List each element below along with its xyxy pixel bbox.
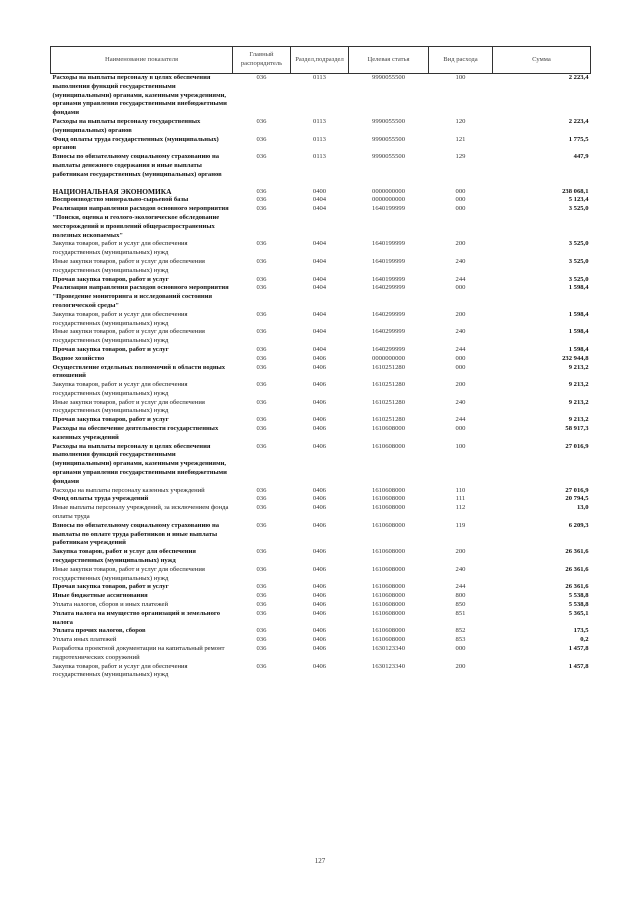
row-main-manager: 036 [256, 565, 267, 573]
row-target-item: 1610608000 [372, 486, 405, 494]
row-section: 0400 [312, 187, 327, 195]
budget-table [50, 46, 591, 680]
table-row [51, 610, 591, 628]
row-section: 0404 [312, 310, 327, 318]
header-name: Наименование показателя [51, 47, 233, 74]
table-row [51, 443, 591, 487]
header-sum: Сумма [493, 47, 591, 74]
row-name: Иные бюджетные ассигнования [52, 592, 148, 600]
row-name: Фонд оплаты труда учреждений [52, 495, 149, 503]
row-section: 0406 [312, 486, 327, 494]
table-row [51, 205, 591, 240]
table-row [51, 311, 591, 329]
row-target-item: 9990055500 [372, 117, 405, 125]
row-name: Расходы на выплаты персоналу казенных учреждений [52, 486, 205, 494]
row-section: 0406 [312, 601, 327, 609]
row-section: 0406 [312, 565, 327, 573]
table-row [51, 381, 591, 399]
row-name: Закупка товаров, работ и услуг для обеспечения государственных (муниципальных) нужд [52, 548, 196, 565]
table-row [51, 118, 591, 136]
row-main-manager: 036 [256, 257, 267, 265]
row-target-item: 1610608000 [372, 495, 405, 503]
table-row [51, 399, 591, 417]
row-name: Уплата налога на имущество организаций и земельного налога [52, 609, 221, 626]
row-section: 0406 [312, 583, 327, 591]
row-name: Уплата иных платежей [52, 636, 117, 644]
row-name: НАЦИОНАЛЬНАЯ ЭКОНОМИКА [52, 186, 172, 196]
row-main-manager: 036 [256, 363, 267, 371]
row-name: Воспроизводство минерально-сырьевой базы [52, 196, 189, 204]
row-name: Иные закупки товаров, работ и услуг для обеспечения государственных (муниципальных) нужд [52, 565, 205, 582]
row-target-item: 0000000000 [372, 196, 405, 204]
table-row [51, 601, 591, 610]
row-sum: 1 598,4 [568, 284, 589, 292]
header-section: Раздел,подраздел [291, 47, 349, 74]
row-sum: 2 223,4 [568, 117, 589, 125]
row-expense-type: 119 [455, 521, 466, 529]
row-expense-type: 240 [455, 257, 466, 265]
row-target-item: 1640299999 [372, 345, 405, 353]
table-row [51, 583, 591, 592]
row-main-manager: 036 [256, 345, 267, 353]
row-name: Реализация направления расходов основного мероприятия "Поиски, оценка и геолого-экологическое обследование месторождений и проявлений общераспространенных полезных ископаемых" [52, 205, 229, 239]
row-main-manager: 036 [256, 275, 267, 283]
row-main-manager: 036 [256, 486, 267, 494]
row-section: 0404 [312, 328, 327, 336]
row-section: 0406 [312, 363, 327, 371]
row-main-manager: 036 [256, 583, 267, 591]
row-sum: 5 538,8 [568, 592, 589, 600]
row-section: 0113 [313, 153, 326, 161]
table-row [51, 592, 591, 601]
table-row [51, 636, 591, 645]
row-section: 0406 [312, 416, 327, 424]
table-body [51, 74, 591, 681]
row-sum: 0,2 [580, 636, 589, 644]
row-sum: 1 598,4 [568, 345, 589, 353]
table-row [51, 240, 591, 258]
row-main-manager: 036 [256, 205, 267, 213]
row-target-item: 1630123340 [372, 662, 405, 670]
row-target-item: 1640199999 [372, 205, 405, 213]
row-section: 0406 [312, 381, 327, 389]
table-row [51, 196, 591, 205]
row-sum: 9 213,2 [568, 363, 589, 371]
row-name: Прочая закупка товаров, работ и услуг [52, 583, 169, 591]
row-target-item: 1610608000 [372, 627, 405, 635]
row-target-item: 1640299999 [372, 310, 405, 318]
row-main-manager: 036 [256, 187, 267, 195]
row-target-item: 1610608000 [372, 442, 405, 450]
row-main-manager: 036 [256, 521, 267, 529]
row-sum: 5 365,1 [568, 609, 589, 617]
row-sum: 3 525,0 [568, 240, 589, 248]
table-header [51, 47, 591, 74]
table-row [51, 180, 591, 197]
row-name: Уплата прочих налогов, сборов [52, 627, 146, 635]
row-section: 0404 [312, 196, 327, 204]
row-target-item: 0000000000 [372, 354, 405, 362]
row-sum: 58 917,3 [565, 425, 589, 433]
row-name: Расходы на выплаты персоналу в целях обеспечения выполнения функций государственными (муниципальными) органами, казенными учреждениями, органами управления государственными внебюджетными фондами [52, 442, 227, 485]
row-section: 0404 [312, 240, 327, 248]
row-main-manager: 036 [256, 240, 267, 248]
header-expense-type: Вид расхода [429, 47, 493, 74]
row-name: Закупка товаров, работ и услуг для обеспечения государственных (муниципальных) нужд [52, 310, 188, 327]
row-expense-type: 110 [455, 486, 466, 494]
row-expense-type: 100 [455, 74, 466, 81]
row-target-item: 1640199999 [372, 240, 405, 248]
row-name: Иные закупки товаров, работ и услуг для обеспечения государственных (муниципальных) нужд [52, 398, 205, 415]
row-sum: 3 525,0 [568, 275, 589, 283]
row-main-manager: 036 [256, 592, 267, 600]
table-row [51, 548, 591, 566]
row-expense-type: 111 [455, 495, 466, 503]
row-expense-type: 000 [455, 354, 466, 362]
row-expense-type: 100 [455, 442, 466, 450]
row-expense-type: 853 [455, 636, 466, 644]
row-name: Иные закупки товаров, работ и услуг для обеспечения государственных (муниципальных) нужд [52, 257, 205, 274]
row-name: Иные закупки товаров, работ и услуг для обеспечения государственных (муниципальных) нужд [52, 328, 205, 345]
row-target-item: 1610608000 [372, 583, 405, 591]
row-expense-type: 000 [455, 284, 466, 292]
row-section: 0406 [312, 645, 327, 652]
row-name: Водное хозяйство [52, 354, 105, 362]
row-section: 0404 [312, 257, 327, 265]
row-section: 0113 [313, 135, 326, 143]
row-sum: 3 525,0 [568, 205, 589, 213]
row-section: 0406 [312, 609, 327, 617]
row-expense-type: 850 [455, 601, 466, 609]
row-name: Уплата налогов, сборов и иных платежей [52, 601, 168, 609]
row-expense-type: 000 [455, 187, 466, 195]
row-expense-type: 244 [455, 275, 466, 283]
row-section: 0406 [312, 627, 327, 635]
row-name: Взносы по обязательному социальному страхованию на выплаты по оплате труда работников и иные выплаты работникам учреждений [52, 521, 220, 547]
row-sum: 1 775,5 [568, 135, 589, 143]
row-expense-type: 800 [455, 592, 466, 600]
table-row [51, 355, 591, 364]
row-expense-type: 244 [455, 583, 466, 591]
row-target-item: 1610251280 [372, 416, 405, 424]
row-name: Разработка проектной документации на капитальный ремонт гидротехнических сооружений [52, 645, 225, 661]
row-sum: 2 223,4 [568, 74, 589, 81]
row-sum: 238 068,1 [562, 187, 589, 195]
row-expense-type: 240 [455, 565, 466, 573]
row-expense-type: 852 [455, 627, 466, 635]
page-number: 127 [314, 857, 326, 865]
row-main-manager: 036 [256, 328, 267, 336]
row-main-manager: 036 [256, 135, 267, 143]
row-sum: 5 538,8 [568, 601, 589, 609]
header-target-item: Целевая статья [349, 47, 429, 74]
row-name: Прочая закупка товаров, работ и услуг [52, 345, 169, 353]
row-sum: 6 209,3 [568, 521, 589, 529]
row-main-manager: 036 [256, 153, 267, 161]
table-row [51, 346, 591, 355]
row-target-item: 1610608000 [372, 636, 405, 644]
row-name: Закупка товаров, работ и услуг для обеспечения государственных (муниципальных) нужд [52, 381, 188, 397]
table-row [51, 495, 591, 504]
row-name: Иные выплаты персоналу учреждений, за исключением фонда оплаты труда [52, 504, 229, 521]
row-name: Расходы на выплаты персоналу в целях обеспечения выполнения функций государственными (муниципальными) органами, казенными учреждениями, органами управления государственными внебюджетными фондами [52, 74, 227, 117]
row-main-manager: 036 [256, 196, 267, 204]
row-section: 0406 [312, 354, 327, 362]
row-target-item: 9990055500 [372, 153, 405, 161]
table-row [51, 487, 591, 496]
row-main-manager: 036 [256, 354, 267, 362]
row-section: 0406 [312, 425, 327, 433]
row-section: 0406 [312, 548, 327, 556]
row-name: Фонд оплаты труда государственных (муниципальных) органов [52, 135, 219, 152]
row-name: Взносы по обязательному социальному страхованию на выплаты денежного содержания и иные выплаты работникам государственных (муниципальных) органов [52, 153, 222, 178]
row-name: Расходы на обеспечение деятельности государственных казенных учреждений [52, 425, 219, 441]
row-section: 0406 [312, 398, 327, 406]
row-sum: 20 794,5 [565, 495, 589, 503]
table-row [51, 522, 591, 548]
row-sum: 26 361,6 [565, 548, 589, 556]
row-main-manager: 036 [256, 609, 267, 617]
row-expense-type: 000 [455, 363, 466, 371]
row-expense-type: 000 [455, 425, 466, 433]
table-row [51, 258, 591, 276]
row-expense-type: 200 [455, 381, 466, 389]
table-row [51, 328, 591, 346]
table-row [51, 136, 591, 154]
row-main-manager: 036 [256, 442, 267, 450]
row-main-manager: 036 [256, 495, 267, 503]
row-sum: 5 123,4 [568, 196, 589, 204]
row-sum: 13,0 [576, 504, 589, 512]
row-main-manager: 036 [256, 425, 267, 433]
table-row [51, 645, 591, 663]
row-expense-type: 000 [455, 205, 466, 213]
row-sum: 173,5 [573, 627, 589, 635]
row-name: Осуществление отдельных полномочий в области водных отношений [52, 363, 226, 380]
row-main-manager: 036 [256, 504, 267, 512]
row-main-manager: 036 [256, 117, 267, 125]
row-target-item: 1610608000 [372, 592, 405, 600]
row-target-item: 1610251280 [372, 381, 405, 389]
row-section: 0113 [313, 117, 326, 125]
row-main-manager: 036 [256, 645, 267, 652]
row-target-item: 9990055500 [372, 74, 405, 81]
row-main-manager: 036 [256, 601, 267, 609]
row-target-item: 1610608000 [372, 565, 405, 573]
row-main-manager: 036 [256, 662, 267, 670]
row-expense-type: 240 [455, 398, 466, 406]
row-expense-type: 000 [455, 196, 466, 204]
row-expense-type: 121 [455, 135, 466, 143]
row-section: 0404 [312, 345, 327, 353]
budget-page [50, 46, 590, 680]
row-main-manager: 036 [256, 284, 267, 292]
row-expense-type: 200 [455, 662, 466, 670]
row-target-item: 1610608000 [372, 601, 405, 609]
row-expense-type: 200 [455, 310, 466, 318]
row-sum: 3 525,0 [568, 257, 589, 265]
row-sum: 27 016,9 [565, 486, 589, 494]
row-target-item: 1610608000 [372, 609, 405, 617]
row-sum: 9 213,2 [568, 381, 589, 389]
table-row [51, 364, 591, 382]
row-target-item: 1640299999 [372, 284, 405, 292]
row-section: 0406 [312, 495, 327, 503]
row-sum: 447,9 [573, 153, 589, 161]
row-section: 0406 [312, 442, 327, 450]
row-section: 0406 [312, 592, 327, 600]
row-sum: 27 016,9 [565, 442, 589, 450]
row-sum: 1 457,8 [568, 662, 589, 670]
row-main-manager: 036 [256, 74, 267, 81]
row-target-item: 1610251280 [372, 398, 405, 406]
row-section: 0406 [312, 662, 327, 670]
table-row [51, 284, 591, 310]
row-target-item: 1640199999 [372, 257, 405, 265]
row-expense-type: 244 [455, 345, 466, 353]
row-target-item: 1610608000 [372, 504, 405, 512]
table-row [51, 504, 591, 522]
row-target-item: 1640199999 [372, 275, 405, 283]
row-main-manager: 036 [256, 627, 267, 635]
row-section: 0406 [312, 636, 327, 644]
row-name: Реализация направления расходов основного мероприятия "Проведение мониторинга и исследований состояния геологической среды" [52, 284, 229, 309]
row-section: 0404 [312, 205, 327, 213]
row-main-manager: 036 [256, 398, 267, 406]
row-expense-type: 120 [455, 117, 466, 125]
row-target-item: 1610608000 [372, 425, 405, 433]
row-name: Прочая закупка товаров, работ и услуг [52, 275, 169, 283]
row-sum: 1 598,4 [568, 310, 589, 318]
row-section: 0113 [313, 74, 326, 81]
row-section: 0404 [312, 275, 327, 283]
row-name: Расходы на выплаты персоналу государственных (муниципальных) органов [52, 117, 201, 134]
table-row [51, 566, 591, 584]
row-main-manager: 036 [256, 636, 267, 644]
row-expense-type: 200 [455, 240, 466, 248]
row-section: 0406 [312, 521, 327, 529]
row-sum: 9 213,2 [568, 398, 589, 406]
table-row [51, 663, 591, 681]
row-expense-type: 200 [455, 548, 466, 556]
row-target-item: 1640299999 [372, 328, 405, 336]
row-name: Закупка товаров, работ и услуг для обеспечения государственных (муниципальных) нужд [52, 240, 188, 257]
table-row [51, 416, 591, 425]
table-row [51, 276, 591, 285]
row-sum: 26 361,6 [565, 583, 589, 591]
row-expense-type: 851 [455, 609, 466, 617]
row-target-item: 1610608000 [372, 521, 405, 529]
row-main-manager: 036 [256, 416, 267, 424]
row-main-manager: 036 [256, 548, 267, 556]
row-target-item: 1630123340 [372, 645, 405, 652]
row-main-manager: 036 [256, 310, 267, 318]
row-name: Прочая закупка товаров, работ и услуг [52, 416, 169, 424]
row-sum: 232 944,8 [562, 354, 589, 362]
row-sum: 1 598,4 [568, 328, 589, 336]
table-row [51, 153, 591, 179]
row-target-item: 1610608000 [372, 548, 405, 556]
row-expense-type: 112 [455, 504, 466, 512]
row-sum: 9 213,2 [568, 416, 589, 424]
table-row [51, 425, 591, 443]
row-section: 0404 [312, 284, 327, 292]
row-section: 0406 [312, 504, 327, 512]
row-target-item: 0000000000 [372, 187, 405, 195]
header-main-manager: Главный распорядитель [233, 47, 291, 74]
row-target-item: 1610251280 [372, 363, 405, 371]
row-target-item: 9990055500 [372, 135, 405, 143]
row-expense-type: 129 [455, 153, 466, 161]
row-expense-type: 000 [455, 645, 466, 652]
row-name: Закупка товаров, работ и услуг для обеспечения государственных (муниципальных) нужд [52, 662, 188, 679]
table-row [51, 74, 591, 118]
row-sum: 26 361,6 [565, 565, 589, 573]
row-expense-type: 244 [455, 416, 466, 424]
row-expense-type: 240 [455, 328, 466, 336]
table-row [51, 627, 591, 636]
row-main-manager: 036 [256, 381, 267, 389]
row-sum: 1 457,8 [568, 645, 589, 652]
